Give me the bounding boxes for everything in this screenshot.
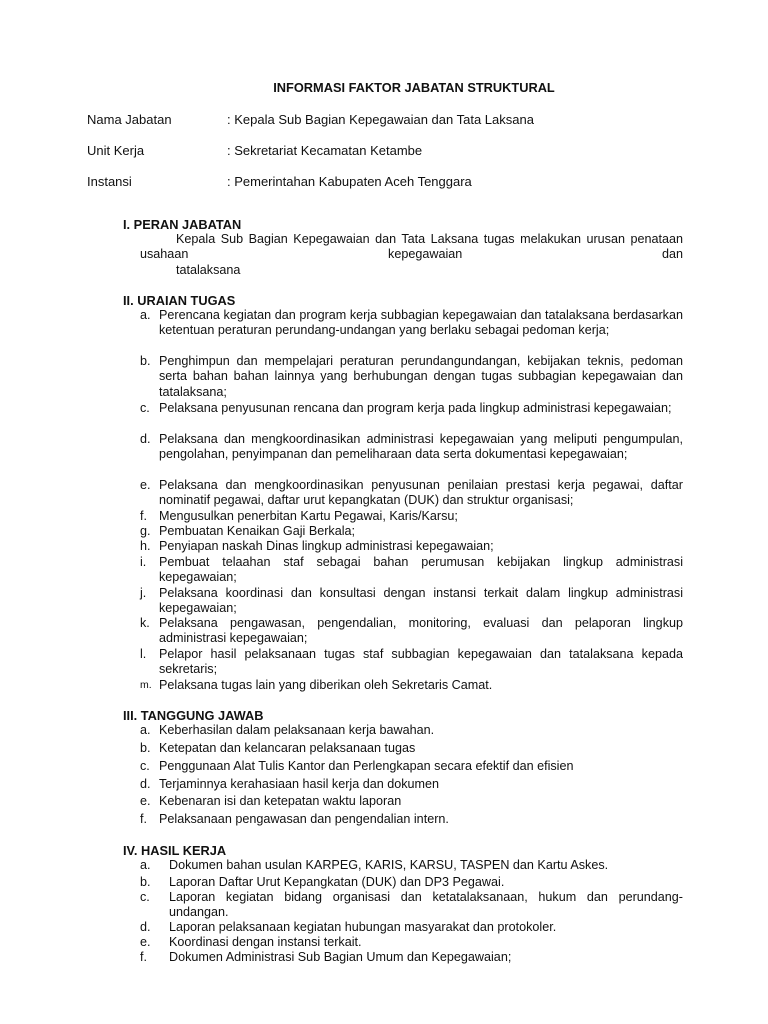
list-marker: i. — [140, 555, 147, 569]
list-marker: e. — [140, 794, 151, 808]
list-item-text: Terjaminnya kerahasiaan hasil kerja dan dokumen — [159, 777, 440, 791]
list-marker: g. — [140, 524, 151, 538]
meta-label: Instansi — [87, 174, 132, 189]
list-item-text: Mengusulkan penerbitan Kartu Pegawai, Karis/Karsu; — [159, 509, 458, 523]
list-item — [140, 794, 683, 809]
list-item — [140, 759, 683, 774]
list-item — [140, 432, 683, 463]
list-marker: a. — [140, 723, 151, 737]
list-item — [140, 875, 683, 890]
list-item — [140, 616, 683, 647]
list-item-text: Pelaksana pengawasan, pengendalian, monitoring, evaluasi dan pelaporan lingkup administrasi kepegawaian; — [159, 616, 683, 646]
list-item-text: Kebenaran isi dan ketepatan waktu laporan — [159, 794, 402, 808]
list-marker: b. — [140, 875, 151, 889]
list-marker: c. — [140, 890, 150, 904]
list-item — [140, 777, 683, 792]
peran-jabatan-text-last: tatalaksana — [176, 262, 241, 277]
list-item-text: Koordinasi dengan instansi terkait. — [169, 935, 362, 949]
meta-label: Nama Jabatan — [87, 112, 172, 127]
list-item-text: Keberhasilan dalam pelaksanaan kerja bawahan. — [159, 723, 435, 737]
list-item-text: Penggunaan Alat Tulis Kantor dan Perlengkapan secara efektif dan efisien — [159, 759, 574, 773]
list-item — [140, 308, 683, 339]
list-item-text: Penghimpun dan mempelajari peraturan perundangundangan, kebijakan teknis, pedoman serta bahan bahan lainnya yang berhubungan dengan tugas subbagian kepegawaian dan tatalaksana; — [159, 354, 683, 399]
section-heading-uraian-tugas: II. URAIAN TUGAS — [123, 293, 236, 308]
list-item-text: Pelaksana penyusunan rencana dan program kerja pada lingkup administrasi kepegawaian; — [159, 401, 672, 415]
list-item — [140, 678, 683, 693]
list-item — [140, 354, 683, 400]
list-marker: e. — [140, 935, 151, 949]
list-item — [140, 741, 683, 756]
meta-label: Unit Kerja — [87, 143, 145, 158]
list-item-text: Pelaksana dan mengkoordinasikan penyusunan penilaian prestasi kerja pegawai, daftar nominatif pegawai, daftar urut kepangkatan (DUK) dan struktur organisasi; — [159, 478, 683, 508]
list-item-text: Perencana kegiatan dan program kerja subbagian kepegawaian dan tatalaksana berdasarkan ketentuan peraturan perundang-undangan yang berlaku sebagai pedoman kerja; — [159, 308, 683, 338]
list-item — [140, 524, 683, 539]
list-item-text: Penyiapan naskah Dinas lingkup administrasi kepegawaian; — [159, 539, 494, 553]
list-marker: c. — [140, 401, 150, 415]
list-item — [140, 509, 683, 524]
document-title: INFORMASI FAKTOR JABATAN STRUKTURAL — [273, 80, 555, 95]
list-item — [140, 950, 683, 965]
list-item — [140, 723, 683, 738]
list-marker: f. — [140, 509, 147, 523]
list-marker: f. — [140, 812, 147, 826]
list-item — [140, 858, 683, 873]
list-item-text: Ketepatan dan kelancaran pelaksanaan tugas — [159, 741, 416, 755]
list-item — [140, 890, 683, 921]
list-item — [140, 920, 683, 935]
list-item-text: Pelaksana koordinasi dan konsultasi dengan instansi terkait dalam lingkup administrasi kepegawaian; — [159, 586, 683, 616]
meta-value: : Kepala Sub Bagian Kepegawaian dan Tata Laksana — [227, 112, 534, 127]
list-item-text: Pembuatan Kenaikan Gaji Berkala; — [159, 524, 356, 538]
section-peran-jabatan-text — [140, 232, 683, 278]
list-item-text: Laporan pelaksanaan kegiatan hubungan masyarakat dan protokoler. — [169, 920, 557, 934]
list-marker: f. — [140, 950, 147, 964]
list-item — [140, 647, 683, 678]
list-marker: c. — [140, 759, 150, 773]
peran-jabatan-text-main: Kepala Sub Bagian Kepegawaian dan Tata Laksana tugas melakukan urusan penataan usahaan kepegawaian dan — [140, 232, 683, 262]
list-marker: l. — [140, 647, 147, 661]
list-marker: d. — [140, 920, 151, 934]
list-marker: m. — [140, 679, 152, 691]
list-marker: b. — [140, 354, 151, 368]
list-item-text: Laporan Daftar Urut Kepangkatan (DUK) dan DP3 Pegawai. — [169, 875, 505, 889]
list-marker: a. — [140, 858, 151, 872]
list-marker: d. — [140, 777, 151, 791]
list-item-text: Dokumen Administrasi Sub Bagian Umum dan Kepegawaian; — [169, 950, 512, 964]
list-marker: h. — [140, 539, 151, 553]
list-item — [140, 586, 683, 617]
list-marker: j. — [140, 586, 147, 600]
list-item-text: Pelaksana tugas lain yang diberikan oleh Sekretaris Camat. — [159, 678, 493, 692]
list-marker: b. — [140, 741, 151, 755]
list-item — [140, 478, 683, 509]
list-marker: k. — [140, 616, 150, 630]
meta-value: : Pemerintahan Kabupaten Aceh Tenggara — [227, 174, 472, 189]
list-marker: e. — [140, 478, 151, 492]
section-heading-tanggung-jawab: III. TANGGUNG JAWAB — [123, 708, 264, 723]
list-item-text: Pelaksanaan pengawasan dan pengendalian intern. — [159, 812, 449, 826]
list-marker: d. — [140, 432, 151, 446]
list-item — [140, 401, 683, 416]
list-item-text: Laporan kegiatan bidang organisasi dan ketatalaksanaan, hukum dan perundang-undangan. — [169, 890, 683, 920]
list-item — [140, 935, 683, 950]
list-marker: a. — [140, 308, 151, 322]
list-item — [140, 555, 683, 586]
meta-value: : Sekretariat Kecamatan Ketambe — [227, 143, 423, 158]
list-item — [140, 539, 683, 554]
list-item — [140, 812, 683, 827]
section-heading-hasil-kerja: IV. HASIL KERJA — [123, 843, 227, 858]
section-heading-peran-jabatan: I. PERAN JABATAN — [123, 217, 242, 232]
list-item-text: Pelaksana dan mengkoordinasikan administrasi kepegawaian yang meliputi pengumpulan, pengolahan, penyimpanan dan pemeliharaan data serta dokumentasi kepegawaian; — [159, 432, 683, 462]
list-item-text: Dokumen bahan usulan KARPEG, KARIS, KARSU, TASPEN dan Kartu Askes. — [169, 858, 609, 872]
list-item-text: Pelapor hasil pelaksanaan tugas staf subbagian kepegawaian dan tatalaksana kepada sekretaris; — [159, 647, 683, 677]
list-item-text: Pembuat telaahan staf sebagai bahan perumusan kebijakan lingkup administrasi kepegawaian; — [159, 555, 683, 585]
